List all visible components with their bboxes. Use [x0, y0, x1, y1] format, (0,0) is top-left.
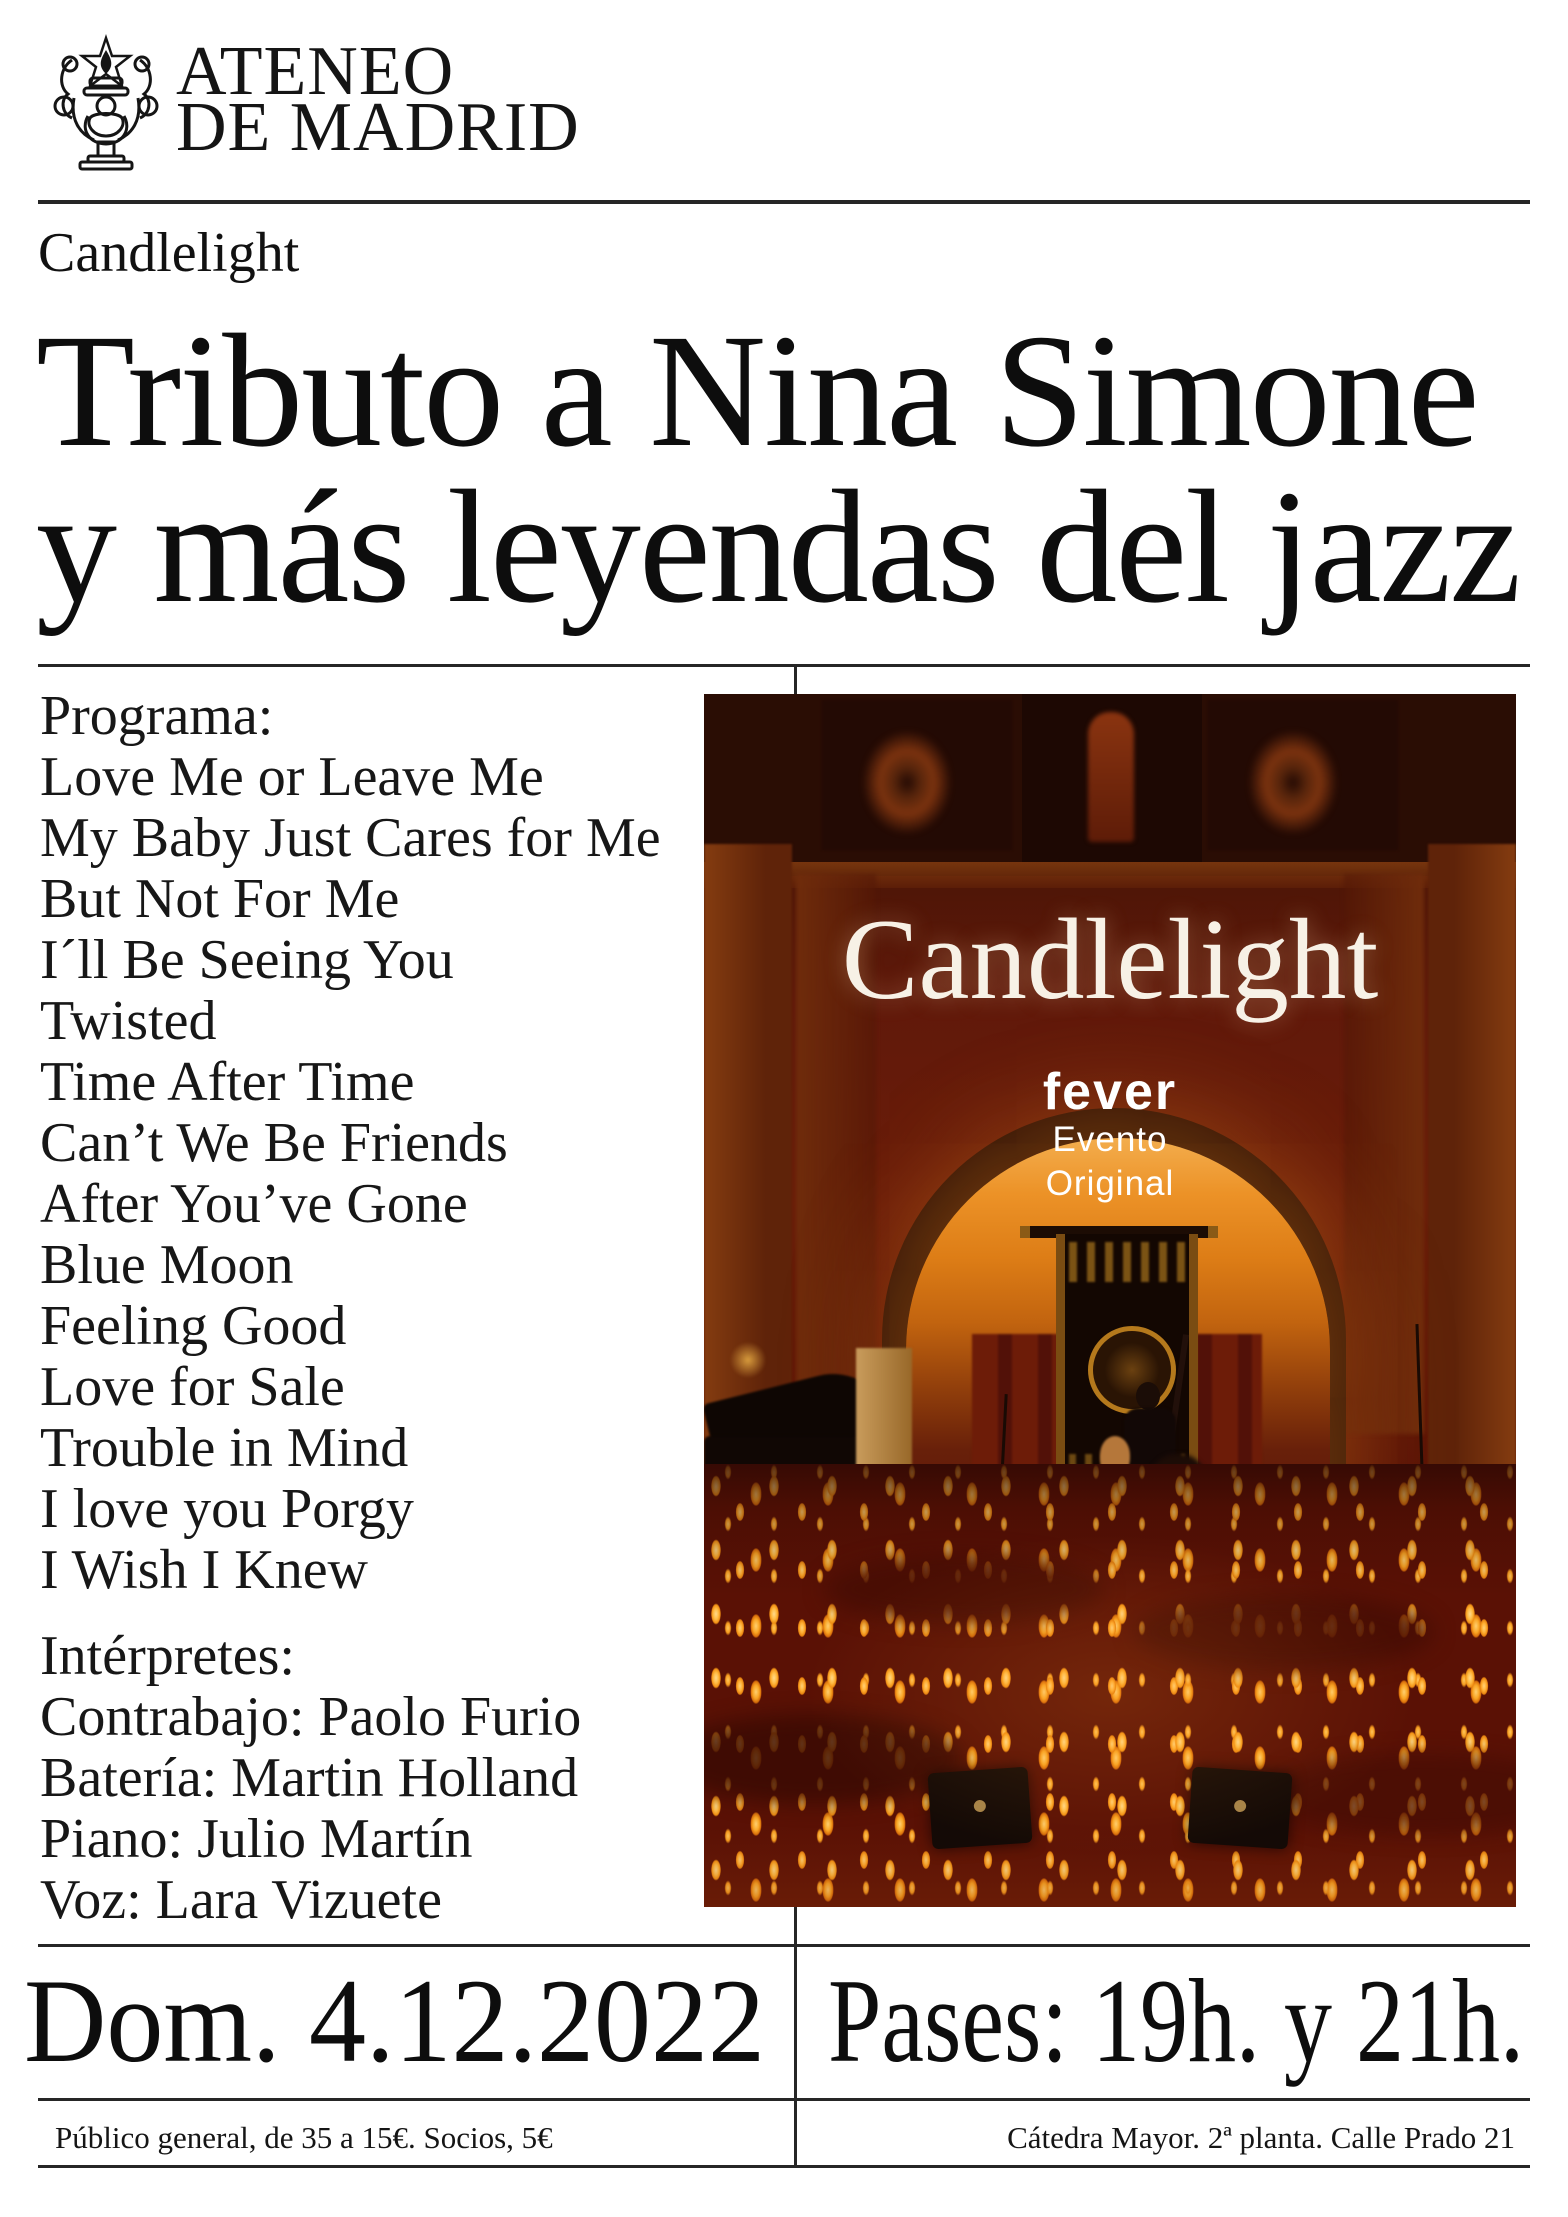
photo-lion-panel-right: [1208, 700, 1398, 850]
performer-item: Piano: Julio Martín: [40, 1808, 473, 1870]
stage-monitor-left: [927, 1767, 1032, 1850]
ateneo-emblem-icon: [50, 34, 162, 172]
program-item: Feeling Good: [40, 1295, 347, 1357]
program-item: But Not For Me: [40, 868, 400, 930]
photo-statue-niche: [1022, 694, 1202, 862]
event-photo: [704, 694, 1516, 1907]
producer-sub-line1: Evento: [1052, 1120, 1168, 1159]
program-item: Trouble in Mind: [40, 1417, 409, 1479]
program-item: My Baby Just Cares for Me: [40, 807, 661, 869]
program-item: Can’t We Be Friends: [40, 1112, 508, 1174]
performers-list: [40, 1687, 581, 1931]
stage-monitor-right: [1187, 1767, 1292, 1850]
banner-emblem-icon: [1088, 1326, 1176, 1414]
photo-producer-block: [704, 1063, 1516, 1206]
program-item: I´ll Be Seeing You: [40, 929, 454, 991]
performers-heading: Intérpretes:: [40, 1625, 295, 1687]
schedule-top-rule: [38, 1944, 1530, 1947]
header-rule: [38, 200, 1530, 204]
candle-field: [704, 1464, 1516, 1907]
footer-top-rule: [38, 2098, 1530, 2101]
program-heading: Programa:: [40, 685, 274, 747]
program-item: Twisted: [40, 990, 217, 1052]
performer-item: Batería: Martin Holland: [40, 1747, 579, 1809]
photo-lion-panel-left: [822, 700, 1012, 850]
series-label: Candlelight: [38, 222, 300, 284]
photo-brand-candlelight: Candlelight: [841, 896, 1379, 1023]
event-title-line1: Tributo a Nina Simone: [36, 302, 1478, 481]
program-item: Love Me or Leave Me: [40, 746, 544, 808]
fever-logo: fever: [1042, 1063, 1178, 1121]
candle-aisle-shadow: [824, 1554, 1104, 1624]
footer-bottom-rule: [38, 2165, 1530, 2168]
program-item: Blue Moon: [40, 1234, 294, 1296]
program-item: I Wish I Knew: [40, 1539, 368, 1601]
org-name: [176, 33, 580, 166]
program-item: Love for Sale: [40, 1356, 345, 1418]
photo-star-ornament: [722, 1334, 774, 1386]
org-name-line1: ATENEO: [176, 33, 455, 110]
bassist-silhouette-head: [1136, 1382, 1160, 1410]
event-title-line2: y más leyendas del jazz: [36, 458, 1520, 637]
performer-item: Voz: Lara Vizuete: [40, 1869, 442, 1931]
event-passes: Pases: 19h. y 21h.: [828, 1954, 1524, 2087]
pricing-info: Público general, de 35 a 15€. Socios, 5€: [55, 2120, 553, 2155]
candle-aisle-shadow: [1134, 1594, 1434, 1670]
program-section: [40, 686, 661, 1601]
program-list: [40, 747, 661, 1601]
performer-item: Contrabajo: Paolo Furio: [40, 1686, 582, 1748]
venue-info: Cátedra Mayor. 2ª planta. Calle Prado 21: [1007, 2120, 1515, 2155]
program-item: I love you Porgy: [40, 1478, 414, 1540]
org-name-line2: DE MADRID: [176, 89, 580, 166]
producer-sub-line2: Original: [1045, 1164, 1175, 1203]
performers-section: [40, 1626, 581, 1931]
banner-ornament-top: [1069, 1242, 1185, 1282]
title-rule: [38, 664, 1530, 667]
program-item: Time After Time: [40, 1051, 415, 1113]
program-item: After You’ve Gone: [40, 1173, 468, 1235]
event-date: Dom. 4.12.2022: [24, 1954, 765, 2087]
